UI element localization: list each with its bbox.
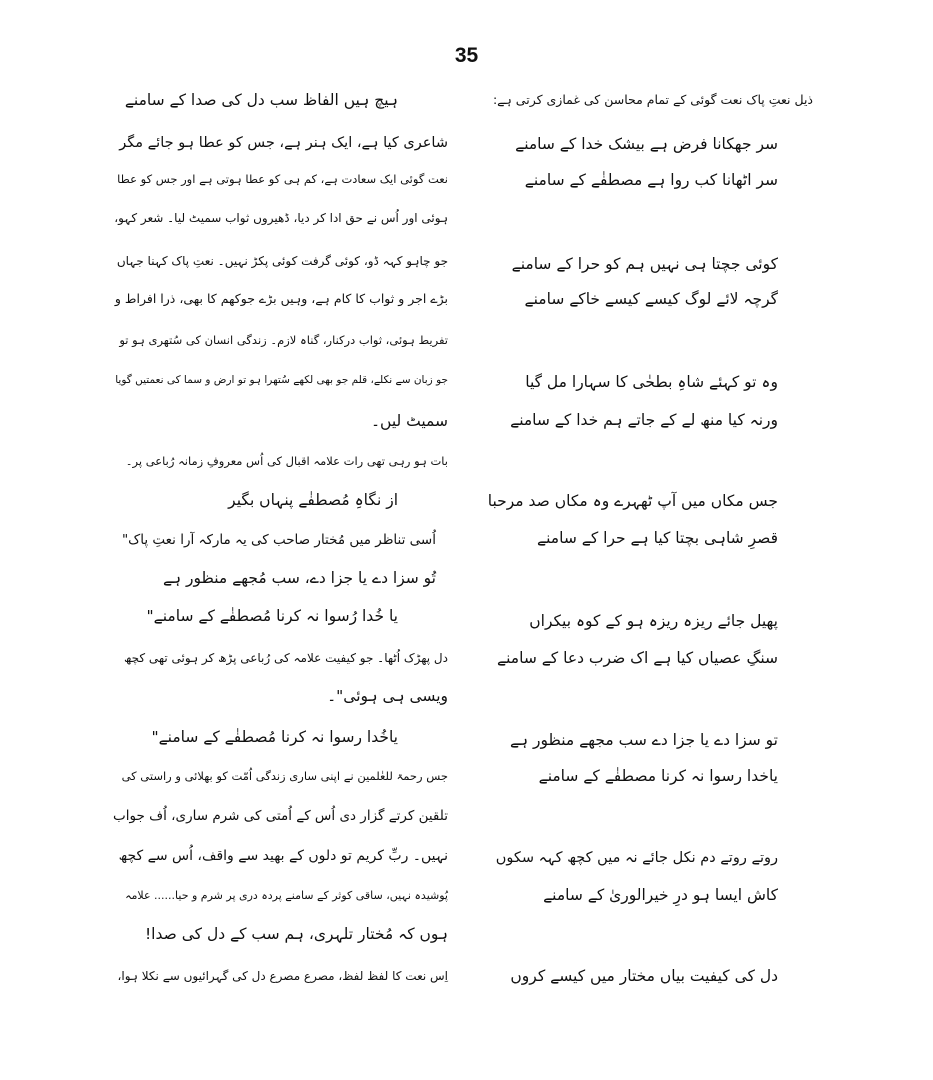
verse-line: یا خُدا رُسوا نہ کرنا مُصطفٰے کے سامنے" — [146, 607, 398, 625]
verse-line: کاش ایسا ہو درِ خیرالوریٰ کے سامنے — [543, 886, 778, 904]
prose-line: دل پھڑک اُٹھا۔ جو کیفیت علامہ کی رُباعی پڑھ کر ہوئی تھی کچھ — [124, 651, 448, 665]
verse-line: یاخُدا رسوا نہ کرنا مُصطفٰے کے سامنے" — [151, 728, 398, 746]
verse-line: تُو سزا دے یا جزا دے، سب مُجھے منظور ہے — [162, 569, 436, 587]
verse-line: از نگاہِ مُصطفٰے پنہاں بگیر — [228, 491, 398, 509]
prose-line: ہوں کہ مُختار تلہری، ہم سب کے دل کی صدا! — [144, 925, 448, 943]
prose-line: ہوئی اور اُس نے حق ادا کر دیا، ڈھیروں ثواب سمیٹ لیا۔ شعر کہو، — [114, 211, 448, 225]
verse-line: روتے روتے دم نکل جائے نہ میں کچھ کہہ سکوں — [495, 850, 778, 866]
prose-line: جو زبان سے نکلے، قلم جو بھی لکھے سُتھرا ہو تو ارض و سما کی نعمتیں گویا — [115, 374, 448, 386]
verse-line: وہ تو کہئے شاہِ بطحٰی کا سہارا مل گیا — [525, 373, 778, 391]
prose-line: نعت گوئی ایک سعادت ہے، کم ہی کو عطا ہوتی ہے اور جس کو عطا — [117, 172, 448, 186]
prose-line: اُسی تناظر میں مُختار صاحب کی یہ مارکہ آرا نعتِ پاک" — [121, 532, 436, 548]
verse-line: ہیچ ہیں الفاظ سب دل کی صدا کے سامنے — [124, 91, 398, 109]
page-number: 35 — [454, 44, 479, 67]
verse-line: دل کی کیفیت بیاں مختار میں کیسے کروں — [510, 967, 778, 985]
prose-line: بڑے اجر و ثواب کا کام ہے، وہیں بڑے جوکھم کا بھی، ذرا افراط و — [114, 291, 448, 306]
verse-line: سر جھکانا فرض ہے بیشک خدا کے سامنے — [515, 135, 778, 153]
verse-line: کوئی جچتا ہی نہیں ہم کو حرا کے سامنے — [511, 255, 778, 273]
verse-line: سر اٹھانا کب روا ہے مصطفٰے کے سامنے — [524, 171, 778, 189]
prose-line: جو چاہو کہہ ڈو، کوئی گرفت کوئی پکڑ نہیں۔ نعتِ پاک کہنا جہاں — [116, 254, 448, 268]
verse-line: سنگِ عصیاں کیا ہے اک ضرب دعا کے سامنے — [497, 649, 778, 667]
prose-line: جس رحمۃ للعٰلمین نے اپنی ساری زندگی اُمّت کو بھلائی و راستی کی — [121, 769, 448, 783]
prose-line: شاعری کیا ہے، ایک ہنر ہے، جس کو عطا ہو جائے مگر — [119, 135, 448, 151]
verse-line: پھیل جائے ریزہ ریزہ ہو کے کوہ بیکراں — [529, 612, 778, 630]
verse-line: جس مکاں میں آپ ٹھہرے وہ مکاں صد مرحبا — [487, 492, 778, 510]
prose-line: نہیں۔ ربِّ کریم تو دلوں کے بھید سے واقف، اُس سے کچھ — [118, 848, 448, 864]
verse-line: تو سزا دے یا جزا دے سب مجھے منظور ہے — [509, 731, 778, 749]
prose-line: بات ہو رہی تھی رات علامہ اقبال کی اُس معروفِ زمانہ رُباعی پر۔ — [125, 454, 448, 468]
prose-line: تفریط ہوئی، ثواب درکنار، گناہ لازم۔ زندگی انسان کی سُتھری ہو تو — [119, 333, 448, 347]
verse-line: گرچہ لائے لوگ کیسے کیسے خاکے سامنے — [524, 290, 778, 308]
prose-line: سمیٹ لیں۔ — [370, 412, 448, 430]
prose-line: ویسی ہی ہوئی"۔ — [327, 687, 448, 705]
verse-line: ورنہ کیا منھ لے کے جاتے ہم خدا کے سامنے — [510, 411, 778, 429]
verse-line: یاخدا رسوا نہ کرنا مصطفٰے کے سامنے — [538, 767, 778, 785]
prose-line: تلقین کرتے گزار دی اُس کے اُمتی کی شرم ساری، اُف جواب — [113, 808, 448, 824]
intro-line: ذیل نعتِ پاک نعت گوئی کے تمام محاسن کی غمازی کرتی ہے: — [492, 92, 813, 107]
verse-line: قصرِ شاہی بچتا کیا ہے حرا کے سامنے — [537, 529, 778, 547]
prose-line: اِس نعت کا لفظ لفظ، مصرع مصرع دل کی گہرائیوں سے نکلا ہوا، — [117, 969, 448, 983]
prose-line: پُوشیدہ نہیں، ساقی کوثر کے سامنے پردہ دری پر شرم و حیا...... علامہ — [125, 889, 448, 902]
